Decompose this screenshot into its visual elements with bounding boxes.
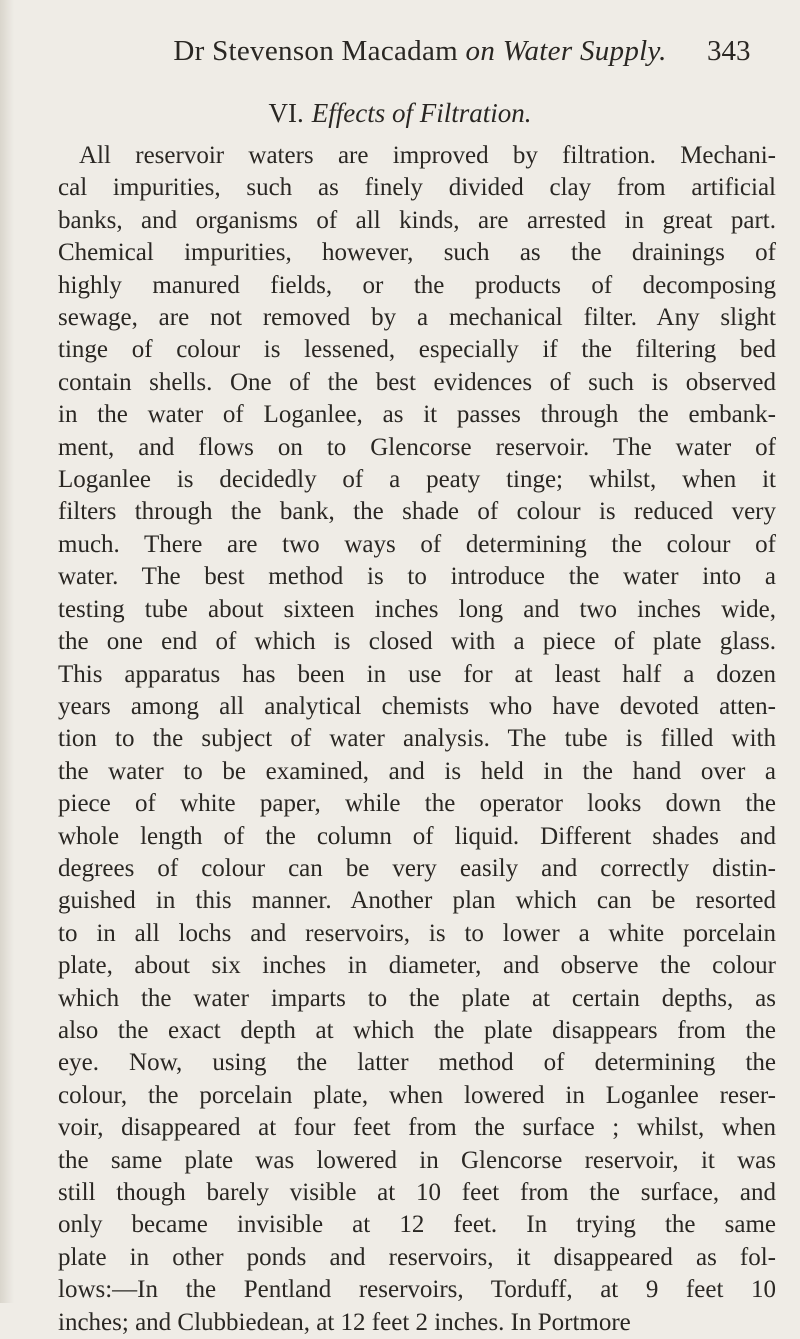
text-line: This apparatus has been in use for at least half a dozen — [58, 660, 776, 688]
text-line: testing tube about sixteen inches long and two inches wide, — [58, 595, 776, 623]
running-title-author: Dr Stevenson Macadam — [173, 35, 466, 67]
text-line: Chemical impurities, however, such as the drainings of — [58, 239, 776, 267]
body-paragraph — [58, 140, 776, 1339]
text-line: All reservoir waters are improved by filtration. Mechani- — [79, 142, 776, 169]
running-head — [0, 35, 800, 75]
text-line: the one end of which is closed with a piece of plate glass. — [58, 628, 776, 656]
text-line: ment, and flows on to Glencorse reservoir. The water of — [58, 433, 776, 461]
text-line: lows:—In the Pentland reservoirs, Torduff, at 9 feet 10 — [58, 1276, 776, 1304]
text-line: plate in other ponds and reservoirs, it disappeared as fol- — [58, 1243, 776, 1271]
section-numeral: VI. — [268, 98, 304, 128]
text-line: contain shells. One of the best evidences of such is observed — [58, 368, 776, 396]
text-line: the same plate was lowered in Glencorse reservoir, it was — [58, 1146, 776, 1174]
text-line: banks, and organisms of all kinds, are arrested in great part. — [58, 206, 776, 234]
section-heading — [0, 98, 800, 129]
running-title-subject: on Water Supply. — [465, 35, 667, 67]
text-line: still though barely visible at 10 feet from the surface, and — [58, 1179, 776, 1206]
text-line: to in all lochs and reservoirs, is to lower a white porcelain — [58, 919, 776, 947]
text-line: in the water of Loganlee, as it passes through the embank- — [58, 401, 776, 429]
text-line: water. The best method is to introduce the water into a — [58, 563, 776, 591]
text-line: which the water imparts to the plate at certain depths, as — [58, 984, 776, 1012]
text-line: highly manured fields, or the products of decomposing — [58, 271, 776, 299]
text-line: only became invisible at 12 feet. In trying the same — [58, 1211, 776, 1239]
text-line: whole length of the column of liquid. Different shades and — [58, 822, 776, 850]
text-line: Loganlee is decidedly of a peaty tinge; whilst, when it — [58, 466, 776, 494]
text-line: tion to the subject of water analysis. The tube is filled with — [58, 725, 776, 753]
text-line: plate, about six inches in diameter, and observe the colour — [58, 952, 776, 980]
text-line: inches; and Clubbiedean, at 12 feet 2 inches. In Portmore — [58, 1308, 631, 1336]
text-line: cal impurities, such as finely divided clay from artificial — [58, 174, 776, 202]
text-line: degrees of colour can be very easily and correctly distin- — [58, 854, 776, 882]
text-line: sewage, are not removed by a mechanical filter. Any slight — [58, 304, 776, 332]
text-line: much. There are two ways of determining the colour of — [58, 530, 776, 558]
text-line: also the exact depth at which the plate disappears from the — [58, 1016, 776, 1044]
text-line: filters through the bank, the shade of colour is reduced very — [58, 498, 776, 526]
text-line: colour, the porcelain plate, when lowered in Loganlee reser- — [58, 1081, 776, 1109]
text-line: the water to be examined, and is held in the hand over a — [58, 757, 776, 785]
text-line: eye. Now, using the latter method of determining the — [58, 1049, 776, 1077]
text-line: voir, disappeared at four feet from the surface ; whilst, when — [58, 1114, 776, 1142]
text-line: piece of white paper, while the operator looks down the — [58, 790, 776, 818]
text-line: years among all analytical chemists who have devoted atten- — [58, 692, 776, 720]
page-gutter-shadow — [0, 0, 14, 1303]
text-line: guished in this manner. Another plan which can be resorted — [58, 887, 776, 915]
running-title — [135, 35, 705, 68]
text-line: tinge of colour is lessened, especially if the filtering bed — [58, 336, 776, 364]
section-title: Effects of Filtration. — [311, 98, 532, 128]
page-number: 343 — [707, 35, 751, 67]
